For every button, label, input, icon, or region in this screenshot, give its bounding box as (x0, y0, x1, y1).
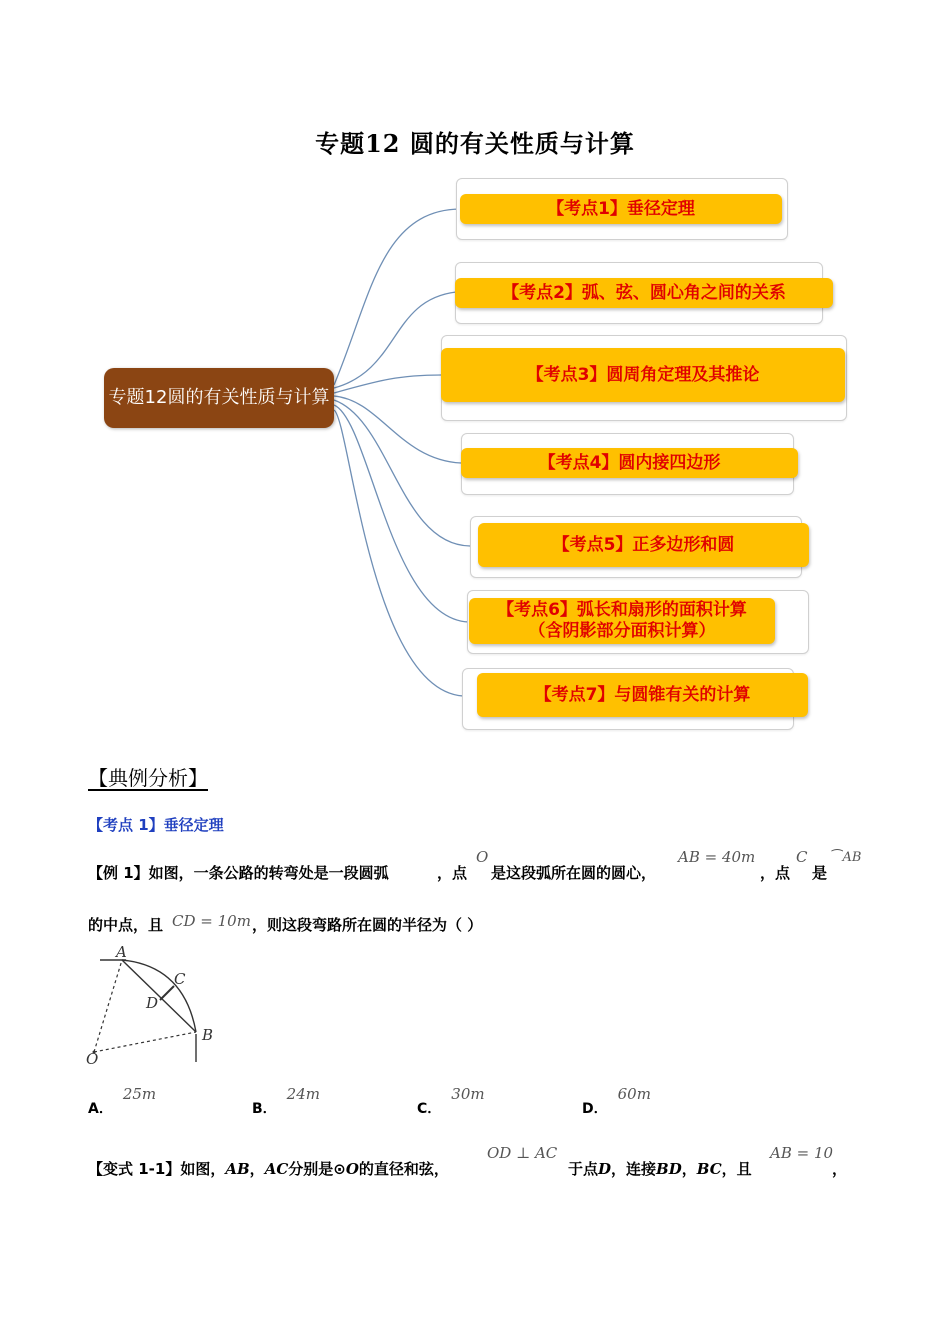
mindmap-node-6 (469, 598, 775, 644)
example1-text-line2b: ，则这段弯路所在圆的半径为（ ） (252, 916, 483, 934)
node-text: 垂径定理 (626, 198, 695, 219)
page-title: 专题12 圆的有关性质与计算 (315, 129, 635, 158)
connector-5 (334, 400, 470, 546)
option-d[interactable] (582, 1084, 651, 1117)
example1-text-d: ，点 (760, 864, 791, 882)
variant-o: O (345, 1160, 359, 1178)
example1-text-b: ，点 (437, 864, 468, 882)
mindmap-node-7 (477, 673, 808, 717)
example1-text-c: 是这段弧所在圆的圆心， (491, 864, 657, 882)
variant-text-a: 如图， (180, 1160, 226, 1178)
segment-cd (160, 986, 174, 1000)
math-ab-10: AB = 10 (770, 1144, 834, 1162)
connector-7 (334, 410, 463, 696)
example1-figure (84, 944, 224, 1068)
option-b-label: B． (252, 1101, 277, 1117)
example1-text-e: 是 (812, 864, 828, 882)
label-d: D (146, 994, 159, 1012)
segment-ob (94, 1032, 196, 1052)
variant-ac: AC (264, 1160, 289, 1178)
variant-comma: ， (249, 1160, 265, 1178)
node-tag: 【考点2】 (502, 282, 582, 303)
section-heading: 【典例分析】 (88, 766, 208, 790)
mindmap-node-5 (478, 523, 809, 567)
math-arc-ab (832, 850, 861, 865)
mindmap-node-3 (441, 348, 845, 402)
label-a: A (116, 944, 127, 961)
variant-text-g: ， (832, 1160, 848, 1178)
example1-line1 (88, 862, 389, 883)
variant-text-e: ，连接 (611, 1160, 657, 1178)
label-b: B (202, 1026, 214, 1044)
node-text: 正多边形和圆 (632, 534, 735, 555)
node-tag: 【考点4】 (538, 452, 619, 473)
math-cd-10: CD = 10m (172, 912, 251, 930)
option-a-label: A． (88, 1101, 113, 1117)
option-c-value: 30m (451, 1085, 485, 1103)
node-tag: 【考点3】 (526, 364, 607, 385)
node-text: 与圆锥有关的计算 (614, 684, 751, 705)
variant-bd: BD (656, 1160, 682, 1178)
example1-text-a: 如图，一条公路的转弯处是一段圆弧 (148, 864, 389, 882)
variant-bc: BC (696, 1160, 722, 1178)
variant-text-d: 于点 (568, 1160, 599, 1178)
label-c: C (174, 970, 186, 988)
option-b[interactable] (252, 1084, 320, 1117)
option-d-label: D． (582, 1101, 608, 1117)
kaodian-label: 【考点 1】垂径定理 (88, 816, 224, 834)
example1-text-line2a: 的中点，且 (88, 916, 164, 934)
node-tag: 【考点1】 (547, 198, 627, 219)
option-c-label: C． (417, 1101, 442, 1117)
mindmap-root: 专题12圆的有关性质与计算 (104, 368, 334, 428)
option-d-value: 60m (617, 1085, 651, 1103)
variant-label: 【变式 1-1】 (88, 1160, 181, 1178)
node-text: 弧、弦、圆心角之间的关系 (581, 282, 786, 303)
variant-text-c: 的直径和弦， (358, 1160, 449, 1178)
variant-line-b (568, 1158, 752, 1179)
math-arc-ab-text: AB (842, 850, 862, 865)
node-text: 弧长和扇形的面积计算 (576, 600, 747, 620)
math-od-perp-ac: OD ⊥ AC (487, 1144, 558, 1162)
mindmap-node-1 (460, 194, 782, 224)
mindmap-node-2 (455, 278, 833, 308)
option-a-value: 25m (122, 1085, 157, 1103)
segment-oa (94, 960, 122, 1052)
math-c: C (796, 848, 808, 866)
node-text-line2: （含阴影部分面积计算） (528, 621, 716, 641)
connector-3 (334, 375, 441, 393)
option-c[interactable] (417, 1084, 485, 1117)
label-o: O (86, 1050, 99, 1068)
variant-comma2: ， (681, 1160, 697, 1178)
option-a[interactable] (88, 1084, 157, 1117)
example1-label: 【例 1】 (88, 864, 149, 882)
node-tag: 【考点7】 (534, 684, 615, 705)
node-tag: 【考点5】 (552, 534, 633, 555)
node-tag: 【考点6】 (497, 600, 577, 620)
math-o: O (476, 848, 489, 866)
node-text: 圆内接四边形 (618, 452, 721, 473)
variant-d: D (598, 1160, 612, 1178)
connector-2 (334, 292, 456, 388)
option-b-value: 24m (286, 1085, 320, 1103)
variant-text-f: ，且 (721, 1160, 752, 1178)
arc-mark-icon: ⁀ (832, 850, 843, 865)
math-ab-40: AB = 40m (678, 848, 756, 866)
variant-line (88, 1158, 449, 1179)
variant-text-b: 分别是⊙ (288, 1160, 346, 1178)
variant-ab: AB (225, 1160, 250, 1178)
mindmap-node-4 (461, 448, 798, 478)
node-text: 圆周角定理及其推论 (606, 364, 760, 385)
